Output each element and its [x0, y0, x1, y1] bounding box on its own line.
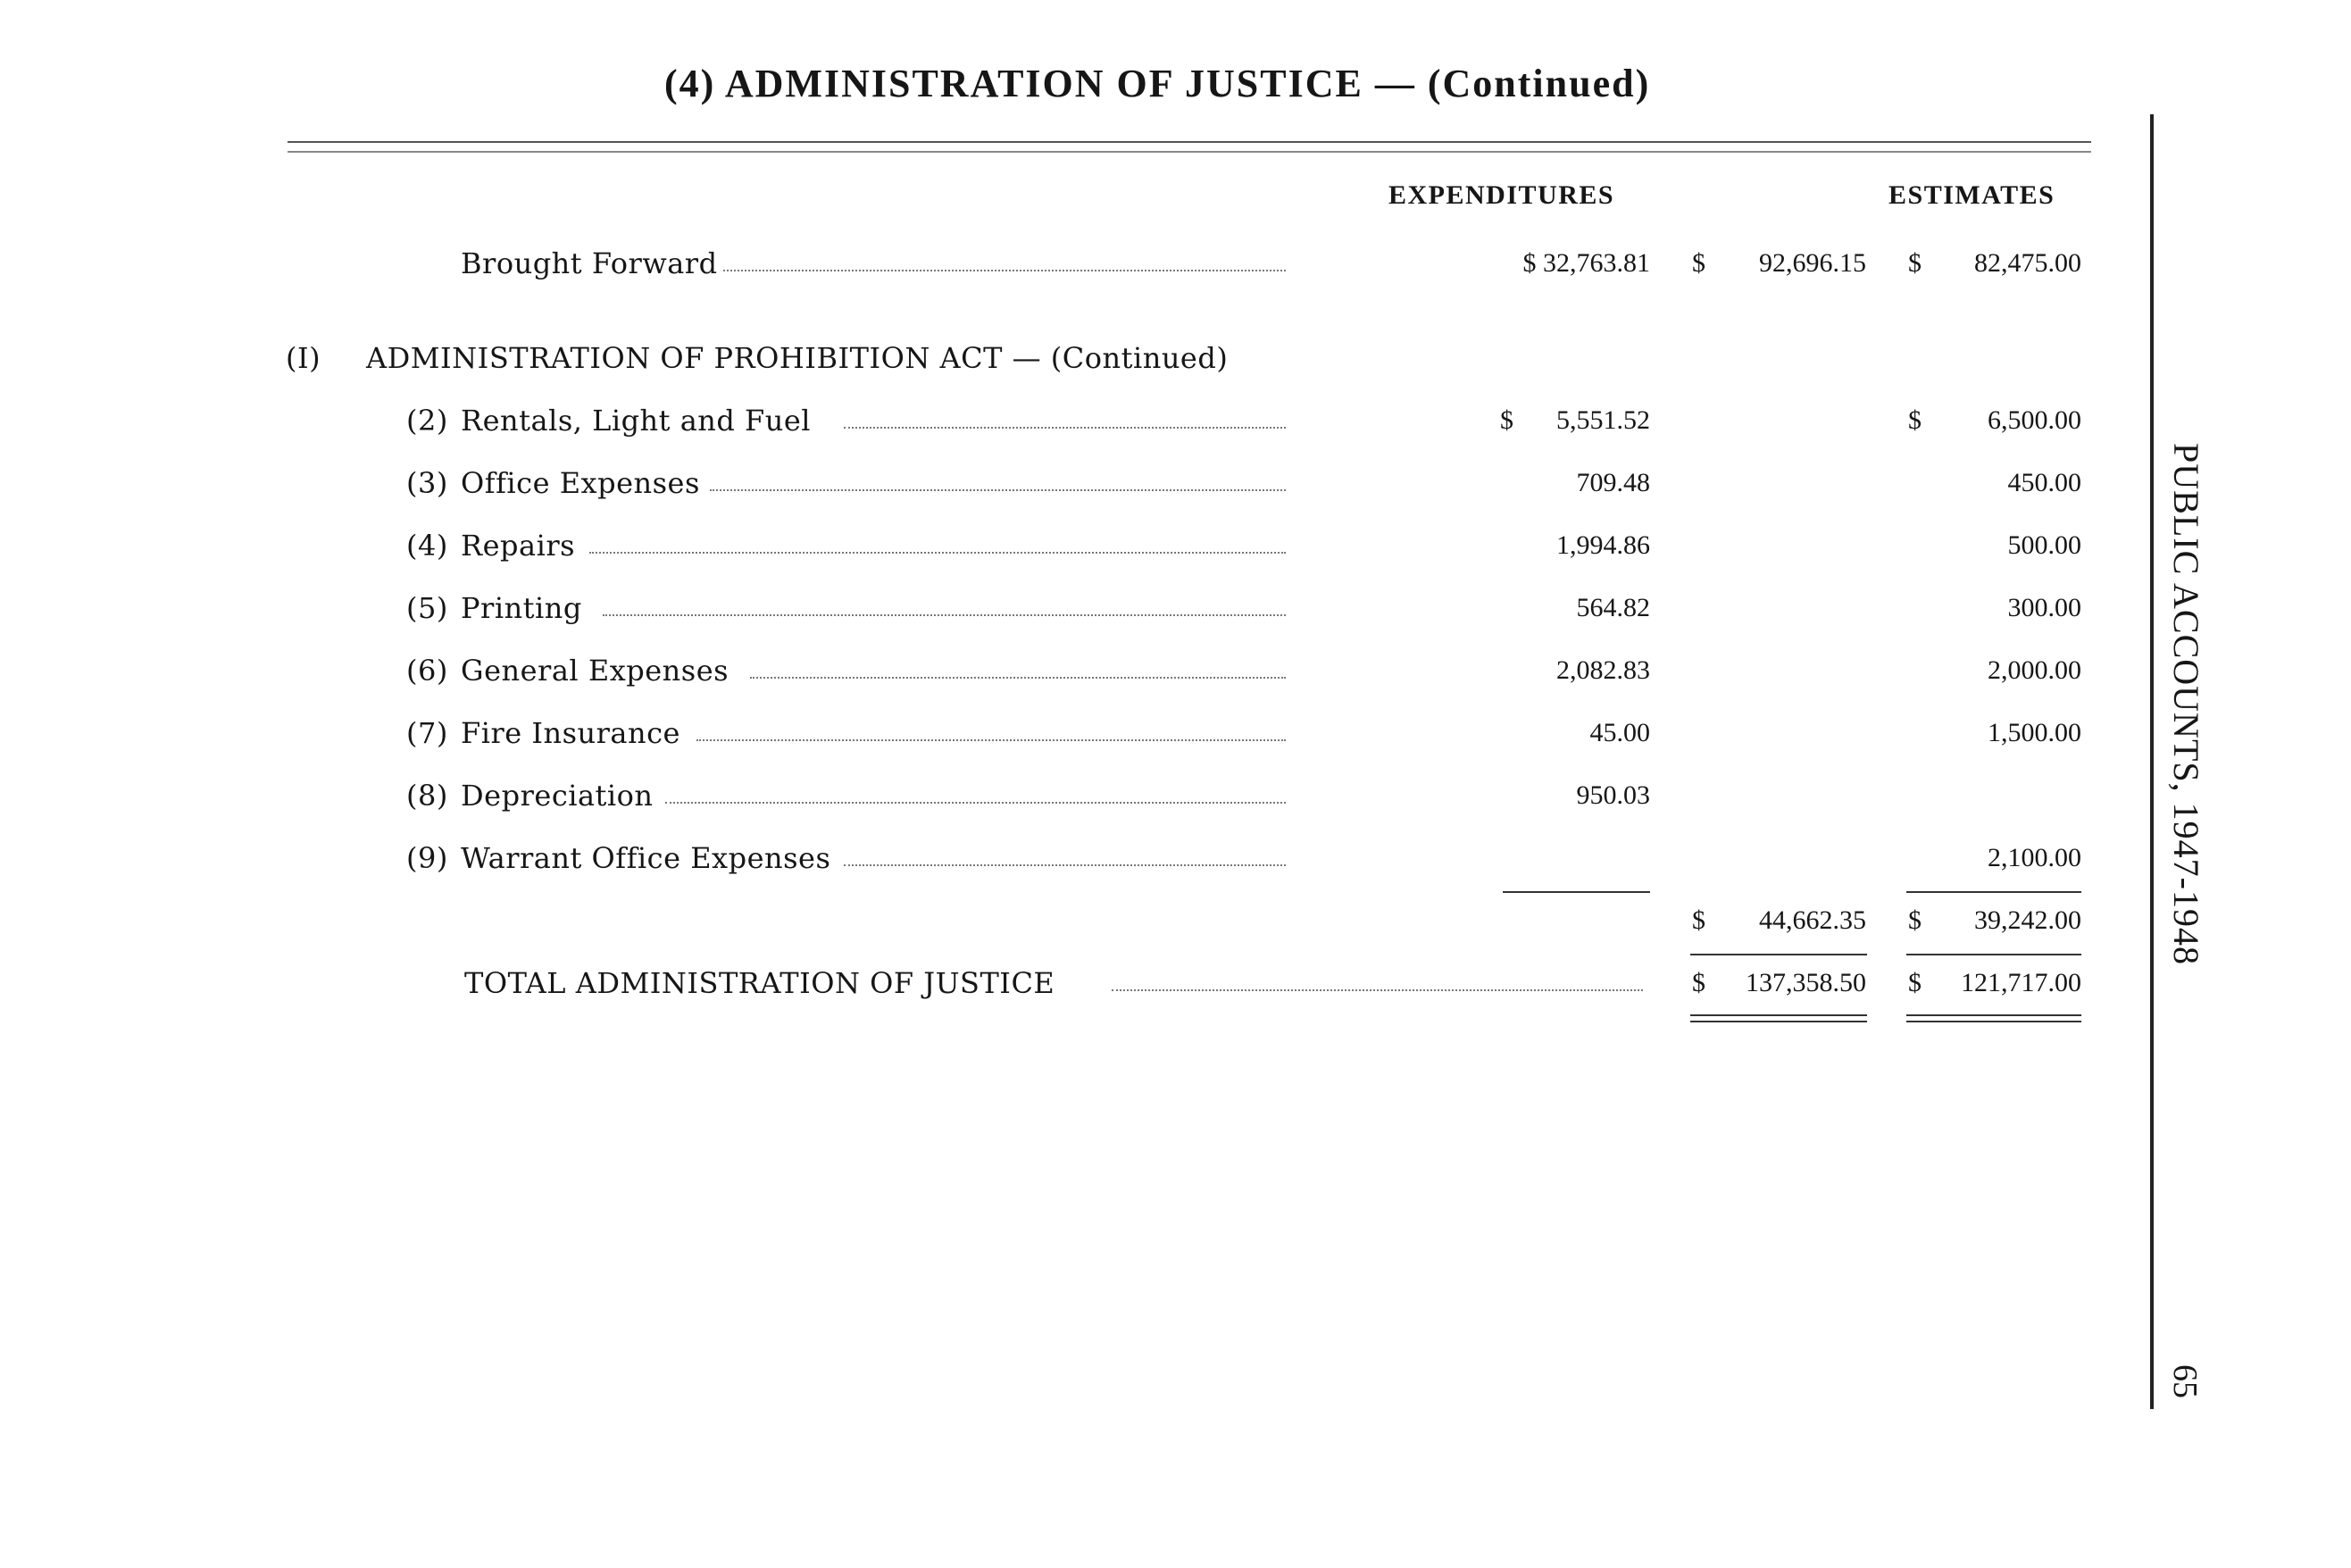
estimate-column-rule	[1906, 954, 2081, 955]
brought-forward-estimate: 82,475.00	[1974, 248, 2081, 278]
item-label: Printing	[461, 591, 582, 625]
dot-leader	[603, 614, 1286, 616]
dot-leader	[589, 552, 1286, 554]
item-number: (7)	[406, 716, 448, 750]
brought-forward-total: 92,696.15	[1759, 248, 1866, 278]
dot-leader	[750, 677, 1286, 679]
dot-leader	[844, 864, 1286, 866]
item-label: Office Expenses	[461, 466, 700, 500]
item-label: Rentals, Light and Fuel	[461, 404, 812, 438]
item-label: Warrant Office Expenses	[461, 841, 831, 875]
item-estimate: 2,000.00	[1988, 655, 2081, 685]
item-number: (9)	[406, 841, 448, 875]
dot-leader	[723, 270, 1286, 271]
item-expenditure: 45.00	[1589, 718, 1650, 747]
item-estimate: 500.00	[2007, 530, 2081, 560]
item-number: (8)	[406, 779, 448, 813]
item-number: (5)	[406, 591, 448, 625]
item-expenditure: 2,082.83	[1556, 655, 1650, 685]
grand-total-estimate: 121,717.00	[1961, 968, 2081, 997]
brought-forward-estimate-dollar: $	[1908, 248, 1922, 278]
item-expenditure: 950.03	[1576, 780, 1650, 810]
item-estimate-dollar: $	[1908, 405, 1922, 435]
item-number: (3)	[406, 466, 448, 500]
dot-leader	[696, 739, 1286, 741]
section-title: ADMINISTRATION OF PROHIBITION ACT — (Continued)	[366, 341, 1229, 375]
item-expenditure: 5,551.52	[1556, 405, 1650, 435]
subtotal-total-dollar: $	[1692, 905, 1705, 935]
header-double-rule	[288, 141, 2091, 153]
page-number: 65	[2166, 1364, 2204, 1398]
item-estimate: 6,500.00	[1988, 405, 2081, 435]
grand-total-value: 137,358.50	[1746, 968, 1866, 997]
grand-total-estimate-dollar: $	[1908, 968, 1922, 997]
item-label: General Expenses	[461, 654, 729, 688]
item-label: Depreciation	[461, 779, 654, 813]
grand-total-dollar: $	[1692, 968, 1705, 997]
item-label: Repairs	[461, 529, 576, 563]
margin-vertical-rule	[2150, 114, 2154, 1409]
item-label: Fire Insurance	[461, 716, 680, 750]
item-expenditure: 1,994.86	[1556, 530, 1650, 560]
brought-forward-expenditure: $ 32,763.81	[1522, 248, 1650, 278]
item-estimate: 300.00	[2007, 593, 2081, 622]
item-number: (2)	[406, 404, 448, 438]
total-column-rule	[1690, 954, 1867, 955]
item-expenditure: 709.48	[1576, 468, 1650, 497]
brought-forward-label: Brought Forward	[461, 246, 718, 280]
dot-leader	[665, 802, 1286, 804]
expenditures-column-header: EXPENDITURES	[1388, 180, 1615, 210]
subtotal-estimate: 39,242.00	[1974, 905, 2081, 935]
page-title: (4) ADMINISTRATION OF JUSTICE — (Continued)	[664, 62, 1651, 105]
item-expenditure: 564.82	[1576, 593, 1650, 622]
estimate-double-rule	[1906, 1014, 2081, 1022]
dot-leader	[1112, 989, 1643, 991]
dot-leader	[844, 427, 1286, 429]
subtotal-total: 44,662.35	[1759, 905, 1866, 935]
estimate-column-rule	[1906, 891, 2081, 893]
expenditure-column-rule	[1503, 891, 1650, 893]
grand-total-label: TOTAL ADMINISTRATION OF JUSTICE	[464, 966, 1055, 1000]
dot-leader	[710, 489, 1286, 491]
brought-forward-total-dollar: $	[1692, 248, 1705, 278]
item-expenditure-dollar: $	[1500, 405, 1513, 435]
item-number: (6)	[406, 654, 448, 688]
item-estimate: 2,100.00	[1988, 843, 2081, 872]
total-double-rule	[1690, 1014, 1867, 1022]
item-number: (4)	[406, 529, 448, 563]
estimates-column-header: ESTIMATES	[1888, 180, 2055, 210]
item-estimate: 450.00	[2007, 468, 2081, 497]
section-number: (I)	[286, 341, 321, 375]
running-head: PUBLIC ACCOUNTS, 1947-1948	[2166, 443, 2206, 965]
item-estimate: 1,500.00	[1988, 718, 2081, 747]
subtotal-estimate-dollar: $	[1908, 905, 1922, 935]
